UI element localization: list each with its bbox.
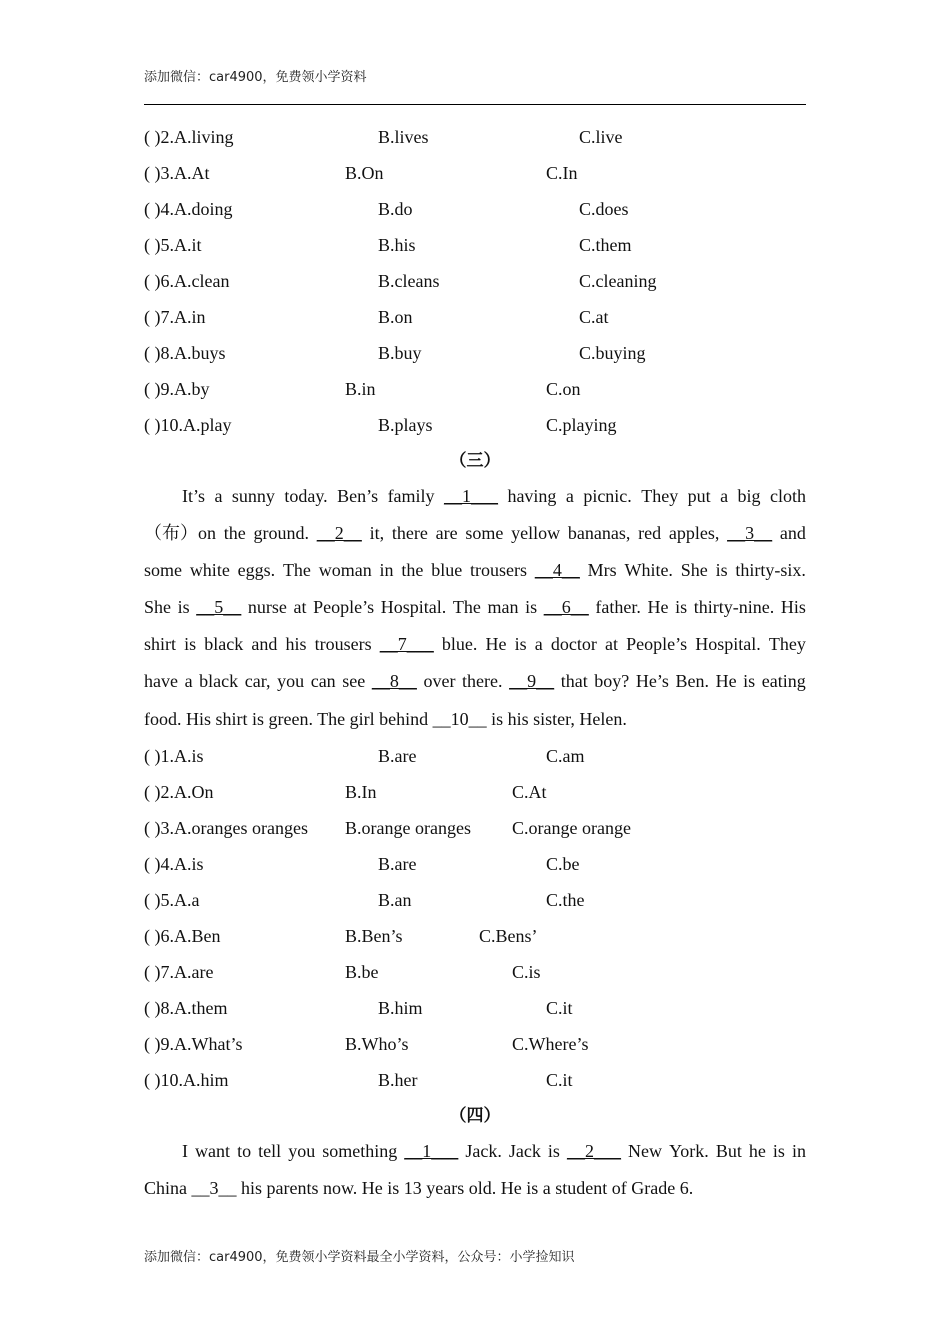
question-row xyxy=(144,816,806,840)
passage-word: having xyxy=(507,486,557,506)
blank-9: __9__ xyxy=(509,671,555,691)
question-row xyxy=(144,996,806,1020)
blank-1: __1___ xyxy=(404,1141,459,1161)
passage-word: blue. xyxy=(441,634,478,654)
passage-word: Hospital. xyxy=(695,634,761,654)
question-stem: ( )9.A.by xyxy=(144,379,210,399)
passage-word: the xyxy=(223,523,246,543)
passage-word: put xyxy=(687,486,711,506)
question-stem: ( )9.A.What’s xyxy=(144,1034,243,1054)
passage-word: They xyxy=(768,634,806,654)
passage-word: eggs. xyxy=(237,560,276,580)
option-c: C.orange orange xyxy=(512,818,631,838)
question-stem: ( )5.A.it xyxy=(144,235,202,255)
passage-word: Jack. xyxy=(465,1141,502,1161)
passage-word: man xyxy=(487,597,519,617)
passage-word: Ben. xyxy=(675,671,709,691)
passage-word: is xyxy=(184,634,197,654)
passage-word: car, xyxy=(244,671,271,691)
passage-word: boy? xyxy=(594,671,630,691)
blank-4: __4__ xyxy=(534,560,580,580)
option-b: B.an xyxy=(378,890,412,910)
blank-7: __7___ xyxy=(379,634,434,654)
passage-word: picnic. xyxy=(583,486,632,506)
option-b: B.him xyxy=(378,998,423,1018)
option-b: B.are xyxy=(378,854,417,874)
passage-word: it, xyxy=(369,523,385,543)
option-c: C.is xyxy=(512,962,541,982)
question-row xyxy=(144,305,806,329)
passage-line-5 xyxy=(144,631,806,657)
passage-word: father. xyxy=(595,597,641,617)
question-stem: ( )7.A.in xyxy=(144,307,206,327)
blank-1: __1___ xyxy=(444,486,498,506)
question-row xyxy=(144,852,806,876)
passage-word: a xyxy=(534,634,543,654)
passage-word: big xyxy=(737,486,761,506)
option-c: C.am xyxy=(546,746,585,766)
passage-word: tell xyxy=(258,1141,282,1161)
option-b: B.his xyxy=(378,235,416,255)
passage-line-2: China __3__ his parents now. He is 13 years old. He is a student of Grade 6. xyxy=(144,1178,694,1198)
question-row xyxy=(144,960,806,984)
option-b: B.are xyxy=(378,746,417,766)
passage-word: His xyxy=(780,597,806,617)
passage-word: is xyxy=(743,671,756,691)
question-row xyxy=(144,1032,806,1056)
option-c: C.buying xyxy=(579,343,646,363)
passage-word: Mrs xyxy=(587,560,617,580)
question-row xyxy=(144,377,806,401)
passage-word: It’s xyxy=(182,486,206,506)
option-c: C.live xyxy=(579,127,623,147)
passage-word: He’s xyxy=(635,671,669,691)
question-row xyxy=(144,744,806,768)
question-row xyxy=(144,888,806,912)
question-stem: ( )6.A.Ben xyxy=(144,926,221,946)
passage-word: doctor xyxy=(550,634,597,654)
passage-line-1 xyxy=(182,1138,806,1164)
passage-word: is xyxy=(547,1141,560,1161)
passage-word: She xyxy=(144,597,171,617)
option-b: B.lives xyxy=(378,127,429,147)
option-b: B.On xyxy=(345,163,384,183)
passage-word: Hospital. xyxy=(380,597,447,617)
question-row xyxy=(144,197,806,221)
passage-word: She xyxy=(680,560,708,580)
option-b: B.orange oranges xyxy=(345,818,471,838)
passage-line-1 xyxy=(182,483,806,509)
passage-word: have xyxy=(144,671,178,691)
passage-word: The xyxy=(452,597,481,617)
option-b: B.her xyxy=(378,1070,418,1090)
question-row xyxy=(144,161,806,185)
passage-word: woman xyxy=(318,560,372,580)
passage-word: But xyxy=(715,1141,742,1161)
question-stem: ( )10.A.play xyxy=(144,415,232,435)
passage-word: and xyxy=(779,523,806,543)
passage-word: at xyxy=(293,597,307,617)
passage-word: are xyxy=(435,523,458,543)
passage-word: is xyxy=(525,597,538,617)
option-c: C.cleaning xyxy=(579,271,657,291)
question-stem: ( )3.A.oranges oranges xyxy=(144,818,308,838)
question-stem: ( )8.A.them xyxy=(144,998,228,1018)
blank-2: __2__ xyxy=(316,523,362,543)
passage-word: People’s xyxy=(313,597,375,617)
passage-word: to xyxy=(237,1141,252,1161)
question-stem: ( )4.A.doing xyxy=(144,199,233,219)
passage-word: They xyxy=(641,486,679,506)
option-c: C.the xyxy=(546,890,585,910)
passage-word: Jack xyxy=(508,1141,541,1161)
option-c: C.Bens’ xyxy=(479,926,538,946)
passage-word: black xyxy=(204,634,244,654)
passage-word: you xyxy=(277,671,305,691)
passage-line-7: food. His shirt is green. The girl behind __10__ is his sister, Helen. xyxy=(144,709,627,729)
option-c: C.at xyxy=(579,307,609,327)
question-stem: ( )2.A.On xyxy=(144,782,214,802)
question-row xyxy=(144,780,806,804)
passage-word: there xyxy=(391,523,428,543)
passage-word: can xyxy=(310,671,336,691)
passage-line-4 xyxy=(144,594,806,620)
option-c: C.does xyxy=(579,199,629,219)
passage-word: family xyxy=(387,486,435,506)
passage-word: at xyxy=(605,634,619,654)
question-stem: ( )1.A.is xyxy=(144,746,204,766)
passage-word: over xyxy=(423,671,456,691)
blank-2: __2___ xyxy=(566,1141,621,1161)
question-row xyxy=(144,233,806,257)
question-stem: ( )7.A.are xyxy=(144,962,214,982)
passage-word: yellow xyxy=(511,523,561,543)
passage-word: red xyxy=(638,523,662,543)
passage-word: and xyxy=(251,634,278,654)
option-c: C.be xyxy=(546,854,580,874)
blank-6: __6__ xyxy=(543,597,589,617)
option-b: B.cleans xyxy=(378,271,440,291)
passage-word: his xyxy=(285,634,307,654)
passage-word: York. xyxy=(669,1141,709,1161)
section-4-title: （四） xyxy=(449,1106,501,1126)
option-c: C.In xyxy=(546,163,578,183)
option-b: B.In xyxy=(345,782,377,802)
passage-line-3 xyxy=(144,557,806,583)
passage-word: People’s xyxy=(626,634,688,654)
section-3-title: （三） xyxy=(449,451,501,471)
passage-word: I xyxy=(182,1141,188,1161)
question-stem: ( )2.A.living xyxy=(144,127,234,147)
passage-line-2 xyxy=(144,520,806,546)
question-row xyxy=(144,269,806,293)
option-b: B.buy xyxy=(378,343,422,363)
passage-line-6 xyxy=(144,668,806,694)
passage-word: New xyxy=(628,1141,663,1161)
passage-word: a xyxy=(214,486,223,506)
question-row xyxy=(144,341,806,365)
passage-word: some xyxy=(465,523,504,543)
passage-word: thirty-nine. xyxy=(693,597,775,617)
passage-word: the xyxy=(401,560,424,580)
option-c: C.Where’s xyxy=(512,1034,589,1054)
page-footer: 添加微信：car4900，免费领小学资料最全小学资料，公众号：小学捡知识 xyxy=(144,1250,575,1265)
question-stem: ( )4.A.is xyxy=(144,854,204,874)
passage-word: is xyxy=(514,634,527,654)
option-b: B.Ben’s xyxy=(345,926,403,946)
option-c: C.them xyxy=(579,235,632,255)
passage-word: white xyxy=(189,560,230,580)
question-stem: ( )6.A.clean xyxy=(144,271,230,291)
passage-word: Ben’s xyxy=(337,486,379,506)
passage-word: something xyxy=(322,1141,398,1161)
passage-word: that xyxy=(560,671,588,691)
passage-word: a xyxy=(720,486,729,506)
passage-word: He xyxy=(485,634,507,654)
question-row xyxy=(144,924,806,948)
passage-word: a xyxy=(565,486,574,506)
passage-word: The xyxy=(282,560,311,580)
question-row xyxy=(144,1068,806,1092)
passage-word: black xyxy=(199,671,239,691)
blank-3: __3__ xyxy=(727,523,773,543)
passage-word: He xyxy=(647,597,669,617)
passage-word: he xyxy=(748,1141,766,1161)
passage-word: trousers xyxy=(314,634,372,654)
option-b: B.on xyxy=(378,307,413,327)
question-stem: ( )5.A.a xyxy=(144,890,200,910)
question-stem: ( )8.A.buys xyxy=(144,343,226,363)
question-row xyxy=(144,125,806,149)
passage-word: eating xyxy=(761,671,806,691)
passage-word: is xyxy=(177,597,190,617)
passage-word: blue xyxy=(431,560,463,580)
option-c: C.it xyxy=(546,998,573,1018)
passage-word: sunny xyxy=(231,486,275,506)
question-stem: ( )10.A.him xyxy=(144,1070,229,1090)
option-c: C.on xyxy=(546,379,581,399)
header-divider xyxy=(144,104,806,105)
passage-word: （布）on xyxy=(144,523,216,543)
passage-word: is xyxy=(772,1141,785,1161)
passage-word: cloth xyxy=(770,486,806,506)
option-b: B.plays xyxy=(378,415,433,435)
passage-word: a xyxy=(184,671,193,691)
passage-word: thirty-six. xyxy=(735,560,806,580)
question-stem: ( )3.A.At xyxy=(144,163,210,183)
option-b: B.be xyxy=(345,962,379,982)
option-c: C.playing xyxy=(546,415,617,435)
passage-word: in xyxy=(791,1141,806,1161)
page-header: 添加微信：car4900，免费领小学资料 xyxy=(144,70,367,85)
passage-word: trousers xyxy=(470,560,527,580)
passage-word: in xyxy=(379,560,394,580)
passage-word: is xyxy=(715,560,728,580)
passage-word: is xyxy=(675,597,688,617)
passage-word: want xyxy=(195,1141,231,1161)
option-c: C.At xyxy=(512,782,547,802)
option-b: B.do xyxy=(378,199,413,219)
passage-word: White. xyxy=(624,560,673,580)
option-b: B.in xyxy=(345,379,376,399)
blank-8: __8__ xyxy=(371,671,417,691)
passage-word: you xyxy=(288,1141,316,1161)
passage-word: nurse xyxy=(247,597,287,617)
passage-word: He xyxy=(715,671,737,691)
passage-word: shirt xyxy=(144,634,177,654)
passage-word: see xyxy=(342,671,366,691)
question-row xyxy=(144,413,806,437)
passage-word: today. xyxy=(284,486,328,506)
passage-word: apples, xyxy=(668,523,720,543)
passage-word: some xyxy=(144,560,182,580)
option-b: B.Who’s xyxy=(345,1034,409,1054)
passage-word: there. xyxy=(462,671,503,691)
option-c: C.it xyxy=(546,1070,573,1090)
passage-word: ground. xyxy=(253,523,310,543)
passage-word: bananas, xyxy=(567,523,631,543)
blank-5: __5__ xyxy=(196,597,242,617)
